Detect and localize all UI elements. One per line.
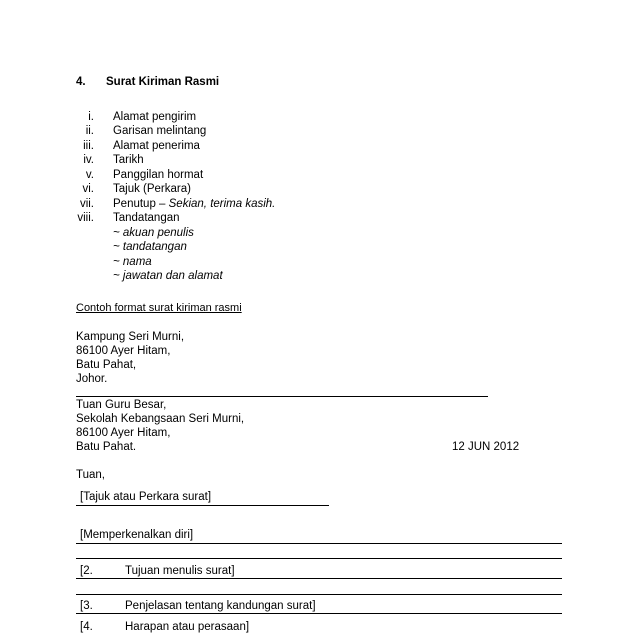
list-item-number: ii. bbox=[85, 125, 94, 137]
list-item: Alamat pengirim bbox=[113, 111, 197, 123]
list-item-number: i. bbox=[88, 111, 94, 123]
writing-line bbox=[76, 558, 562, 559]
sender-address-line: Batu Pahat, bbox=[76, 359, 137, 371]
recipient-address-line: Sekolah Kebangsaan Seri Murni, bbox=[76, 413, 245, 425]
example-title: Contoh format surat kiriman rasmi bbox=[76, 302, 242, 314]
paragraph-number: [3. bbox=[80, 600, 93, 612]
list-item-number: vi. bbox=[82, 183, 94, 195]
recipient-address-line: Batu Pahat. bbox=[76, 441, 137, 453]
writing-line bbox=[76, 613, 562, 614]
list-item: Tajuk (Perkara) bbox=[113, 183, 191, 195]
sublist-item: ~ tandatangan bbox=[113, 241, 187, 253]
sender-address-line: Johor. bbox=[76, 373, 108, 385]
subject-underline bbox=[76, 505, 329, 506]
recipient-address-line: 86100 Ayer Hitam, bbox=[76, 427, 171, 439]
list-item: Tarikh bbox=[113, 154, 144, 166]
list-item-number: v. bbox=[85, 169, 94, 181]
writing-line bbox=[76, 594, 562, 595]
section-number: 4. bbox=[76, 76, 86, 88]
list-item-number: viii. bbox=[77, 212, 94, 224]
subject-line: [Tajuk atau Perkara surat] bbox=[80, 491, 212, 503]
list-item-label: Penutup – bbox=[113, 198, 169, 210]
paragraph-label: Penjelasan tentang kandungan surat] bbox=[125, 600, 316, 612]
paragraph-label: Harapan atau perasaan] bbox=[125, 621, 250, 633]
sender-address-line: Kampung Seri Murni, bbox=[76, 331, 185, 343]
letter-date: 12 JUN 2012 bbox=[452, 441, 520, 453]
sublist-item: ~ nama bbox=[113, 256, 152, 268]
list-item-italic: Sekian, terima kasih. bbox=[168, 198, 276, 210]
recipient-address-line: Tuan Guru Besar, bbox=[76, 399, 167, 411]
list-item-number: vii. bbox=[79, 198, 94, 210]
writing-line bbox=[76, 578, 562, 579]
sublist-item: ~ jawatan dan alamat bbox=[113, 270, 223, 282]
list-item: Panggilan hormat bbox=[113, 169, 204, 181]
list-item-number: iv. bbox=[83, 154, 94, 166]
list-item: Alamat penerima bbox=[113, 140, 200, 152]
paragraph-number: [4. bbox=[80, 621, 93, 633]
paragraph-label: Tujuan menulis surat] bbox=[125, 565, 235, 577]
list-item: Garisan melintang bbox=[113, 125, 207, 137]
section-title: Surat Kiriman Rasmi bbox=[106, 76, 220, 88]
list-item bbox=[113, 197, 275, 211]
address-divider bbox=[76, 396, 488, 397]
list-item: Tandatangan bbox=[113, 212, 180, 224]
writing-line bbox=[76, 543, 562, 544]
salutation: Tuan, bbox=[76, 469, 105, 481]
paragraph-number: [2. bbox=[80, 565, 93, 577]
paragraph-label: [Memperkenalkan diri] bbox=[80, 529, 194, 541]
sender-address-line: 86100 Ayer Hitam, bbox=[76, 345, 171, 357]
sublist-item: ~ akuan penulis bbox=[113, 227, 194, 239]
list-item-number: iii. bbox=[83, 140, 94, 152]
